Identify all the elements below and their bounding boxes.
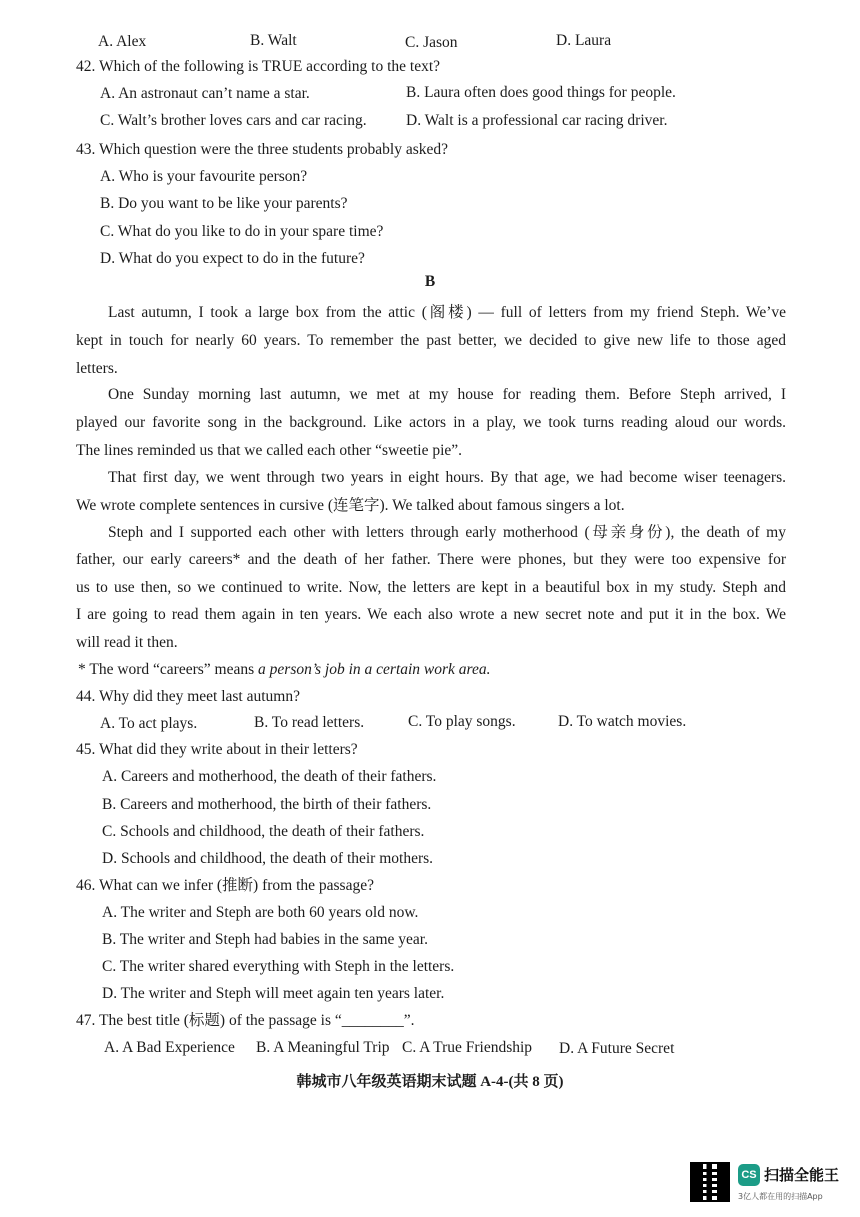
section-label: B <box>424 273 436 290</box>
camscanner-logo-icon: CS <box>738 1164 760 1186</box>
q41-option-c: C. Jason <box>405 34 458 51</box>
passage-line: Last autumn, I took a large box from the attic (阁楼) — full of letters from my friend Steph. We’ve <box>108 304 786 321</box>
q44-question: 44. Why did they meet last autumn? <box>76 688 300 705</box>
passage-line: I are going to read them again in ten years. We each also wrote a new secret note and put it in the box. We <box>76 606 786 623</box>
q42-question: 42. Which of the following is TRUE according to the text? <box>76 58 441 75</box>
passage-line: One Sunday morning last autumn, we met at my house for reading them. Before Steph arrived, I <box>108 386 786 403</box>
q42-option-a: A. An astronaut can’t name a star. <box>100 85 310 102</box>
q43-option-d: D. What do you expect to do in the future? <box>100 250 365 267</box>
footnote-prefix: * The word “careers” means <box>78 661 259 678</box>
q45-option-b: B. Careers and motherhood, the birth of their fathers. <box>102 796 432 813</box>
q43-option-c: C. What do you like to do in your spare time? <box>100 223 384 240</box>
footnote-definition: a person’s job in a certain work area. <box>258 661 491 678</box>
passage-line: will read it then. <box>76 634 178 651</box>
q41-option-b: B. Walt <box>250 32 297 49</box>
q43-option-b: B. Do you want to be like your parents? <box>100 195 348 212</box>
q43-option-a: A. Who is your favourite person? <box>100 168 308 185</box>
q45-question: 45. What did they write about in their letters? <box>76 741 358 758</box>
q46-option-a: A. The writer and Steph are both 60 years old now. <box>102 904 419 921</box>
q43-question: 43. Which question were the three students probably asked? <box>76 141 449 158</box>
q41-option-d: D. Laura <box>556 32 612 49</box>
passage-line: father, our early careers* and the death of her father. There were phones, but they were too expensive for <box>76 551 786 568</box>
q47-option-d: D. A Future Secret <box>559 1040 675 1057</box>
q42-option-b: B. Laura often does good things for people. <box>406 84 676 101</box>
watermark-tagline: 3亿人都在用的扫描App <box>738 1192 823 1201</box>
q44-option-b: B. To read letters. <box>254 714 365 731</box>
q45-option-a: A. Careers and motherhood, the death of their fathers. <box>102 768 437 785</box>
q45-option-d: D. Schools and childhood, the death of their mothers. <box>102 850 434 867</box>
q42-option-d: D. Walt is a professional car racing driver. <box>406 112 668 129</box>
q46-question: 46. What can we infer (推断) from the passage? <box>76 877 374 894</box>
q44-option-a: A. To act plays. <box>100 715 198 732</box>
passage-line: us to use then, so we continued to write. Now, the letters are kept in a beautiful box in my study. Steph and <box>76 579 786 596</box>
q46-option-c: C. The writer shared everything with Steph in the letters. <box>102 958 455 975</box>
qr-code-icon <box>690 1162 730 1202</box>
q47-option-a: A. A Bad Experience <box>104 1039 235 1056</box>
q47-option-b: B. A Meaningful Trip <box>256 1039 390 1056</box>
q47-option-c: C. A True Friendship <box>402 1039 533 1056</box>
passage-line: played our favorite song in the background. Like actors in a play, we took turns reading aloud our words. <box>76 414 786 431</box>
passage-line: Steph and I supported each other with letters through early motherhood (母亲身份), the death of my <box>108 524 786 541</box>
passage-line: letters. <box>76 360 118 377</box>
passage-line: We wrote complete sentences in cursive (连笔字). We talked about famous singers a lot. <box>76 497 625 514</box>
q42-option-c: C. Walt’s brother loves cars and car racing. <box>100 112 367 129</box>
q46-option-d: D. The writer and Steph will meet again ten years later. <box>102 985 445 1002</box>
footnote <box>78 661 491 680</box>
q47-question: 47. The best title (标题) of the passage is “________”. <box>76 1012 415 1029</box>
q41-option-a: A. Alex <box>98 33 147 50</box>
q45-option-c: C. Schools and childhood, the death of their fathers. <box>102 823 425 840</box>
q44-option-c: C. To play songs. <box>408 713 516 730</box>
passage-line: kept in touch for nearly 60 years. To remember the past better, we decided to give new life to those aged <box>76 332 786 349</box>
passage-line: That first day, we went through two years in eight hours. By that age, we had become wiser teenagers. <box>108 469 786 486</box>
q44-option-d: D. To watch movies. <box>558 713 687 730</box>
watermark-app-name: 扫描全能王 <box>764 1166 840 1184</box>
q46-option-b: B. The writer and Steph had babies in the same year. <box>102 931 428 948</box>
passage-line: The lines reminded us that we called each other “sweetie pie”. <box>76 442 463 459</box>
page-footer: 韩城市八年级英语期末试题 A-4-(共 8 页) <box>296 1074 564 1090</box>
